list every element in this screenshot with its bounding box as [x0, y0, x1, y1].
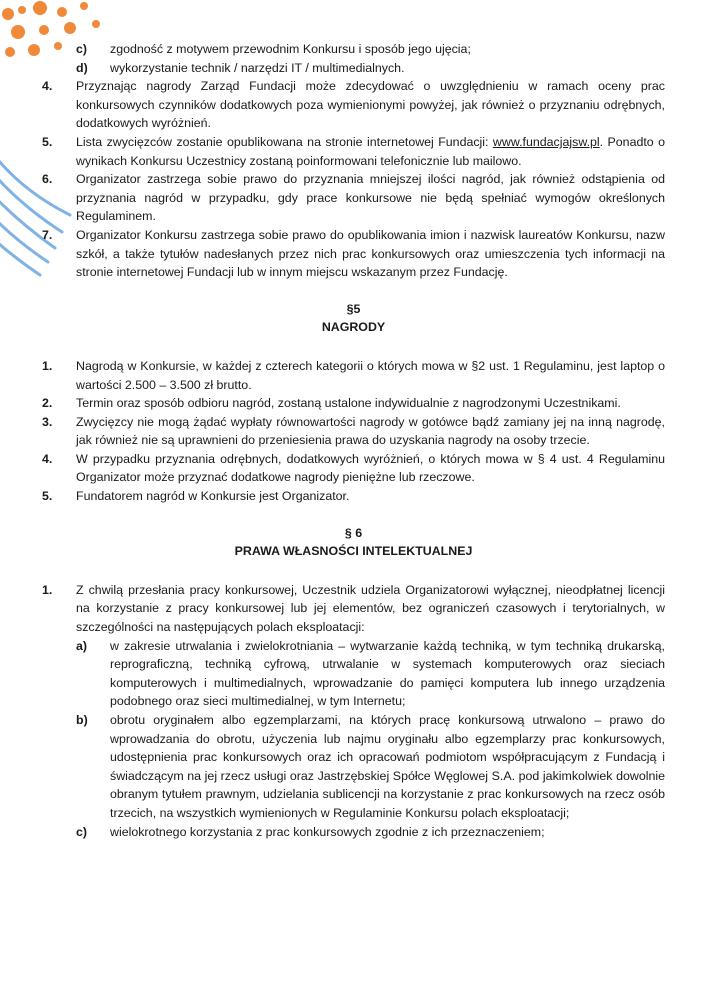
list-item-text: Termin oraz sposób odbioru nagród, zostaną ustalone indywidualnie z nagrodzonymi Uczestnikami. [76, 396, 621, 411]
orange-dot [2, 8, 14, 20]
list-item [42, 581, 665, 637]
list-item [42, 637, 665, 711]
list-item-text: Lista zwycięzców zostanie opublikowana na stronie internetowej Fundacji: [76, 134, 493, 149]
list-item-text: Zwycięzcy nie mogą żądać wypłaty równowartości nagrody w gotówce bądź zamiany jej na inną nagrodę, jak również nie są uprawnieni do przeniesienia prawa do uzyskania nagrody na osoby trzecie. [76, 414, 665, 448]
orange-dot [28, 44, 40, 56]
list-marker: 1. [42, 358, 53, 373]
list-item-text: Fundatorem nagród w Konkursie jest Organizator. [76, 489, 350, 504]
list-marker: 5. [42, 134, 53, 149]
list-item [42, 226, 665, 282]
list-item [42, 450, 665, 487]
foundation-website-link[interactable]: www.fundacjajsw.pl [492, 134, 600, 149]
orange-dot [80, 2, 88, 10]
section-title: PRAWA WŁASNOŚCI INTELEKTUALNEJ [234, 544, 473, 559]
section-number: §5 [346, 301, 361, 316]
list-item [42, 77, 665, 133]
list-item [42, 133, 665, 170]
list-marker: 2. [42, 396, 53, 411]
orange-dot [39, 25, 49, 35]
list-item [42, 357, 665, 394]
document-page [42, 40, 665, 841]
list-marker: 5. [42, 489, 53, 504]
list-item [42, 40, 665, 59]
list-item-text: W przypadku przyznania odrębnych, dodatkowych wyróżnień, o których mowa w § 4 ust. 4 Regulaminu Organizator może przyznać dodatkowe nagrody pieniężne lub rzeczowe. [76, 451, 665, 485]
orange-dot [11, 25, 25, 39]
orange-dot [33, 1, 47, 15]
list-marker: d) [76, 60, 88, 75]
list-item-text: w zakresie utrwalania i zwielokrotniania – wytwarzanie każdą techniką, w tym techniką drukarską, reprograficzną, techniką cyfrową, utrwalanie w systemach komputerowych oraz sieciach komputerowych i multimedialnych, wprowadzanie do pamięci komputera lub innego urządzenia podobnego oraz sieci multimedialnej, w tym Internetu; [110, 638, 665, 709]
orange-dot [64, 22, 76, 34]
list-item-text: zgodność z motywem przewodnim Konkursu i sposób jego ujęcia; [110, 42, 471, 56]
list-item-text: Organizator Konkursu zastrzega sobie prawo do opublikowania imion i nazwisk laureatów Konkursu, nazw szkół, a także tytułów nadesłanych przez nich prac konkursowych oraz umieszczenia tych informacji na stronie internetowej Fundacji lub w innym miejscu wskazanym przez Fundację. [76, 227, 665, 280]
list-item-text: Nagrodą w Konkursie, w każdej z czterech kategorii o których mowa w §2 ust. 1 Regulaminu, jest laptop o wartości 2.500 – 3.500 zł brutto. [76, 358, 665, 392]
list-marker: 7. [42, 227, 53, 242]
list-item-text: wielokrotnego korzystania z prac konkursowych zgodnie z ich przeznaczeniem; [110, 824, 545, 839]
orange-dot [92, 20, 100, 28]
list-item-text: Przyznając nagrody Zarząd Fundacji może zdecydować o uwzględnieniu w ramach oceny prac konkursowych czynników dodatkowych poza wymienionymi powyżej, jak również o przyznaniu odrębnych, dodatkowych wyróżnień. [76, 79, 665, 131]
section-title: NAGRODY [321, 320, 386, 335]
list-item [42, 823, 665, 842]
list-marker: c) [76, 42, 88, 56]
list-item-text: Z chwilą przesłania pracy konkursowej, Uczestnik udziela Organizatorowi wyłącznej, nieodpłatnej licencji na korzystanie z pracy konkursowej lub jej elementów, bez ograniczeń czasowych i terytorialnych, w szczególności na następujących polach eksploatacji: [76, 582, 665, 635]
list-marker: 1. [42, 582, 53, 597]
list-item [42, 487, 665, 506]
list-marker: 6. [42, 172, 53, 187]
orange-dot [5, 47, 15, 57]
list-item [42, 711, 665, 823]
list-item-text: . Ponadto o wynikach Konkursu Uczestnicy zostaną poinformowani telefonicznie lub mailowo. [76, 134, 666, 168]
list-item [42, 394, 665, 413]
list-marker: a) [76, 638, 88, 653]
orange-dot [57, 7, 67, 17]
list-item-text: obrotu oryginałem albo egzemplarzami, na których pracę konkursową utrwalono – prawo do wprowadzania do obrotu, użyczenia lub najmu oryginału albo egzemplarzy prac konkursowych, udostępnienia prac konkursowych oraz ich opracowań podmiotom współpracującym z Fundacją i świadczącym na jej rzecz usługi oraz Jastrzębskiej Spółce Węglowej S.A. pod jakimkolwiek dowolnie obranym tytułem prawnym, udzielania sublicencji na korzystanie z prac konkursowych na rzecz osób trzecich, na wszystkich wymienionych w Regulaminie Konkursu polach eksploatacji; [110, 713, 665, 820]
list-item [42, 413, 665, 450]
list-item-text: Organizator zastrzega sobie prawo do przyznania mniejszej ilości nagród, jak również odstąpienia od przyznania nagród w przypadku, gdy prace konkursowe nie będą spełniać wymogów określonych Regulaminem. [76, 172, 665, 224]
list-marker: 4. [42, 451, 53, 466]
list-item [42, 170, 665, 226]
list-marker: c) [76, 824, 88, 839]
section-number: § 6 [344, 525, 363, 540]
list-item-text: wykorzystanie technik / narzędzi IT / multimedialnych. [110, 60, 405, 75]
list-marker: b) [76, 713, 88, 727]
list-marker: 4. [42, 79, 53, 94]
orange-dot [18, 6, 26, 14]
list-marker: 3. [42, 414, 53, 429]
list-item [42, 59, 665, 78]
